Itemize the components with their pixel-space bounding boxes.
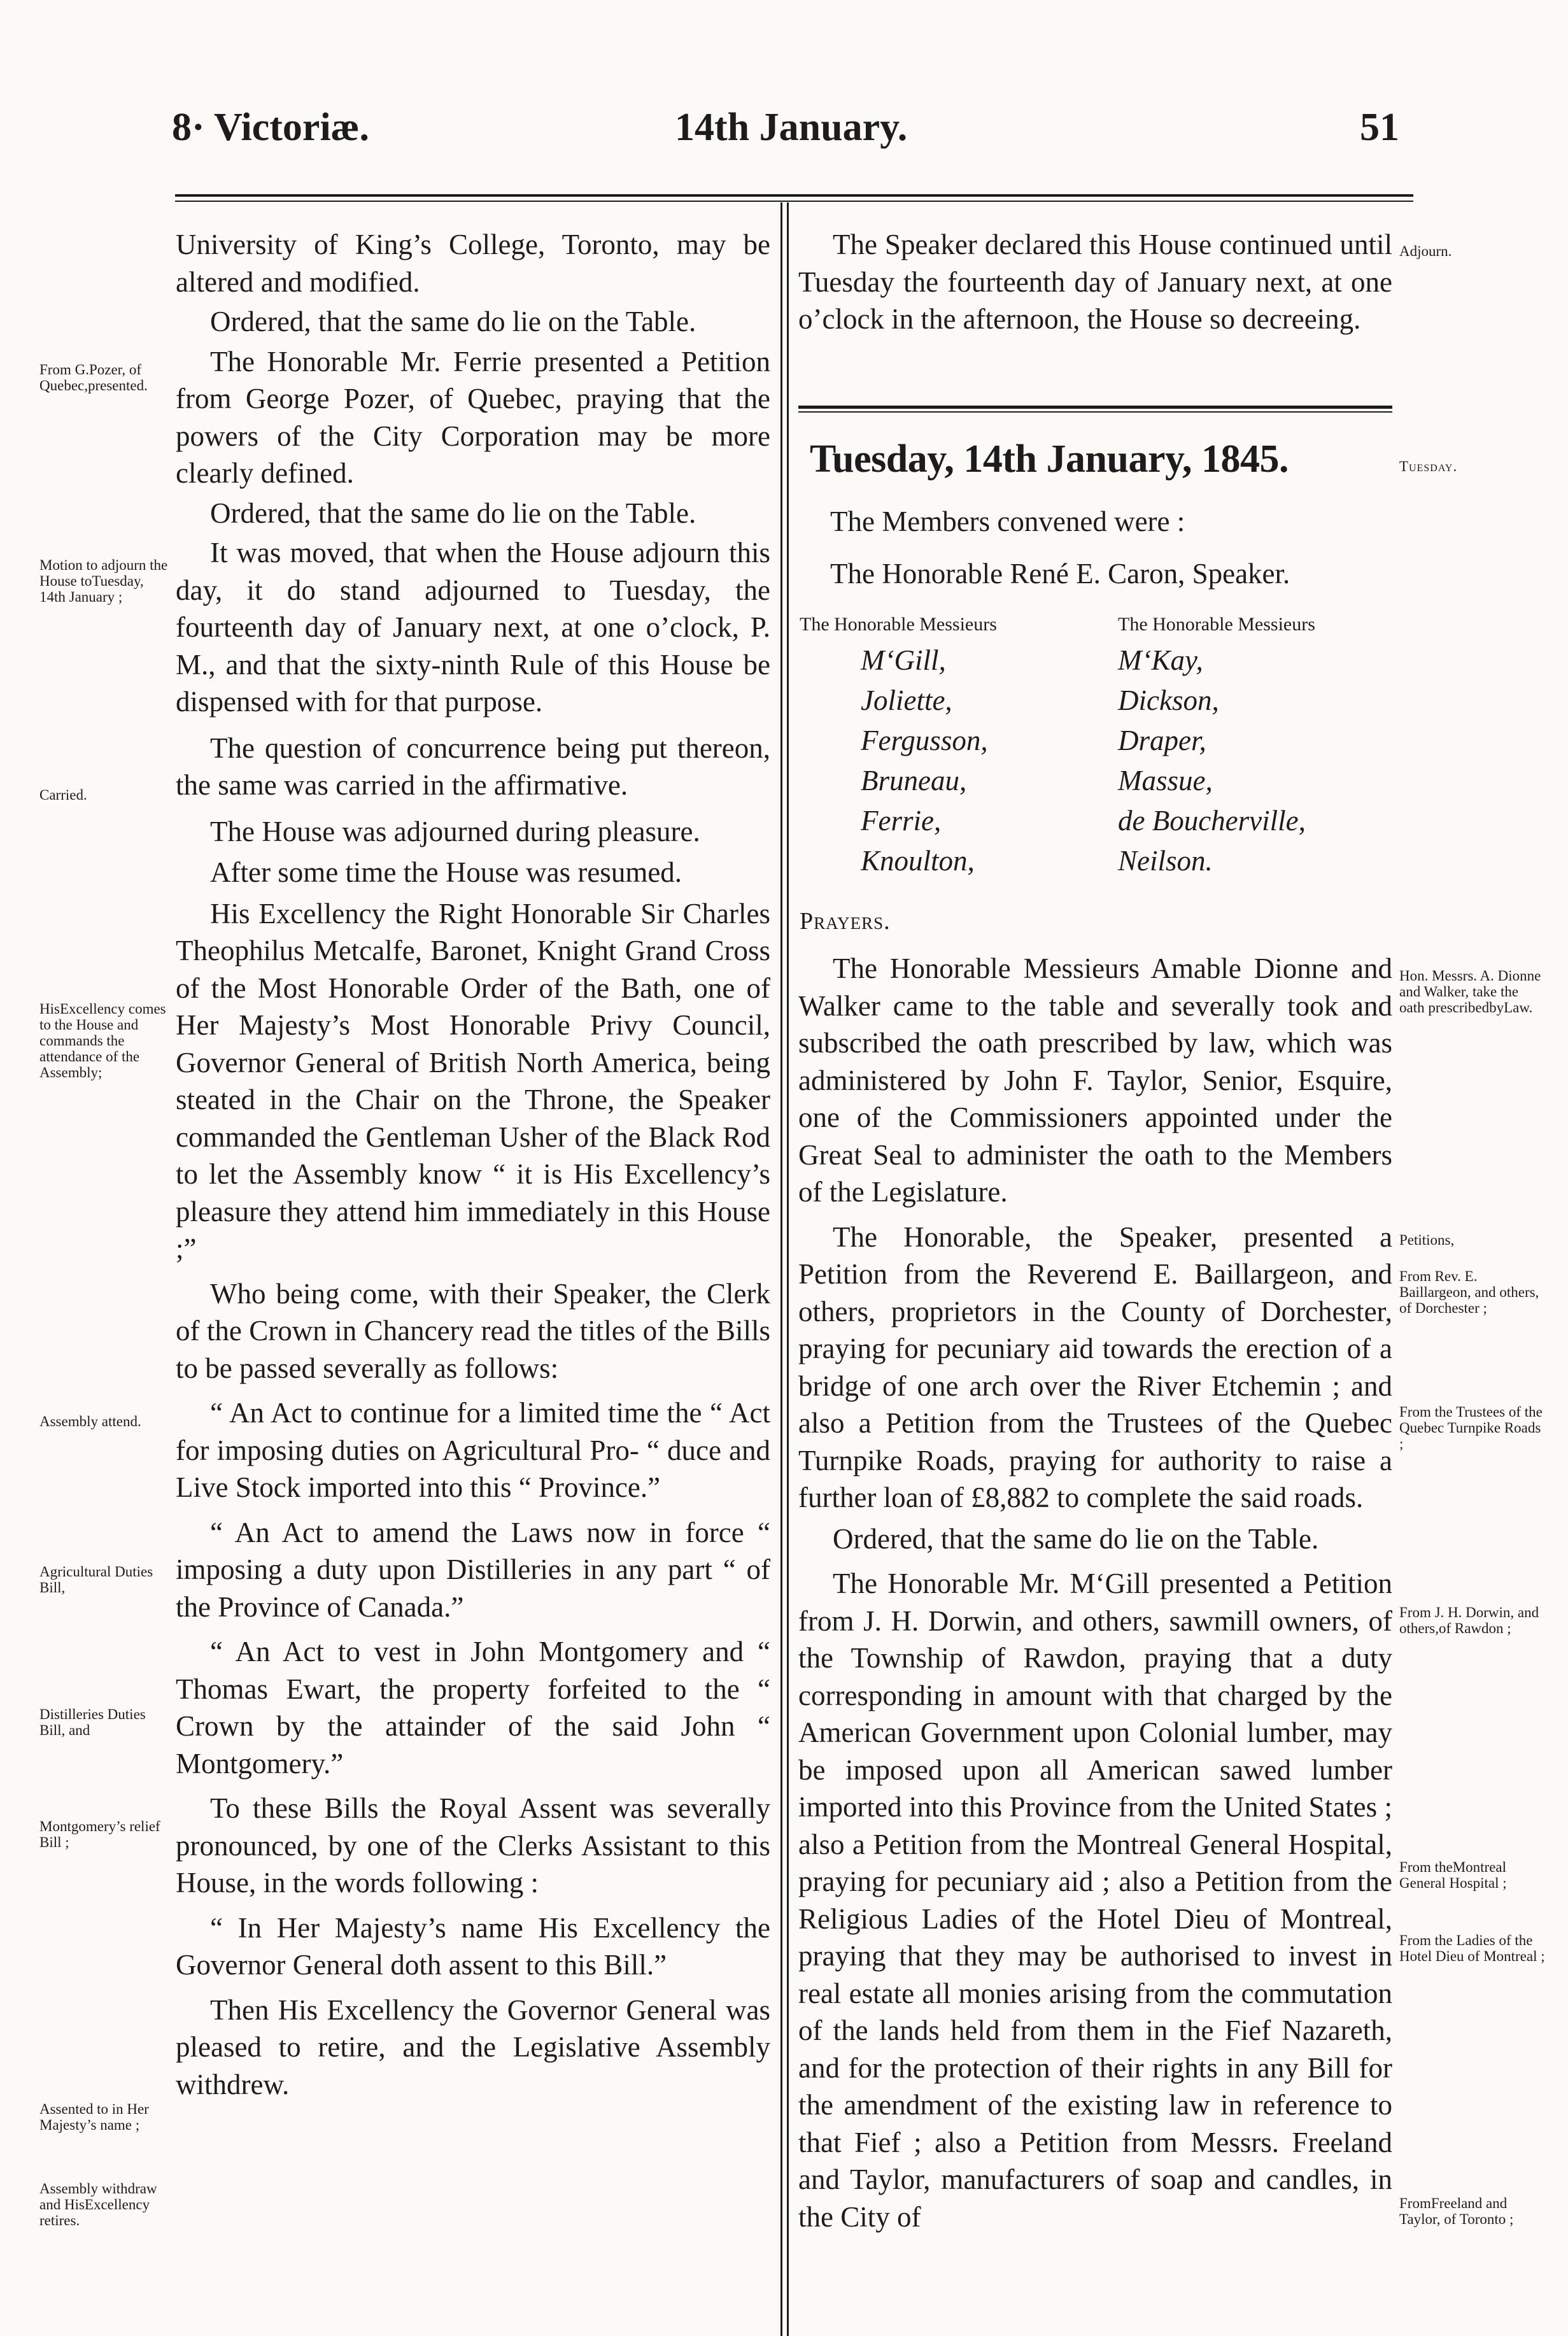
margin-note: Tuesday. [1399, 458, 1458, 474]
paragraph: To these Bills the Royal Assent was severally pronounced, by one of the Clerks Assistant to this House, in the words following : [176, 1792, 770, 1899]
prayers-heading: Prayers. [800, 908, 891, 935]
convened-line: The Members convened were : [830, 506, 1185, 537]
paragraph: The question of concurrence being put thereon, the same was carried in the affirmative. [176, 732, 770, 801]
bill-title: “ An Act to vest in John Montgomery and “ Thomas Ewart, the property forfeited to the “ Crown by the attainder of the said John “ Montgomery.” [176, 1636, 770, 1780]
members-head-right: The Honorable Messieurs [1118, 614, 1315, 635]
margin-note: From G.Pozer, of Quebec,presented. [39, 362, 148, 393]
margin-note: Petitions, [1399, 1232, 1455, 1248]
column-divider-2 [787, 202, 789, 2336]
header-rule [175, 194, 1413, 197]
paragraph: It was moved, that when the House adjourn this day, it do stand adjourned to Tuesday, the fourteenth day of January next, at one o’clock, P. M., and that the sixty-ninth Rule of this House be dispensed with for that purpose. [176, 537, 770, 718]
paragraph: His Excellency the Right Honorable Sir Charles Theophilus Metcalfe, Baronet, Knight Grand Cross of the Most Honorable Order of the Bath, one of Her Majesty’s Most Honorable Privy Council, Governor General of British North America, being steated in the Chair on the Throne, the Speaker commanded the Gentleman Usher of the Black Rod to let the Assembly know “ it is His Excellency’s pleasure they attend him immediately in this House ;” [176, 897, 770, 1264]
paragraph: “ In Her Majesty’s name His Excellency the Governor General doth assent to this Bill.” [176, 1911, 770, 1981]
margin-note: Distilleries Duties Bill, and [39, 1706, 146, 1738]
margin-note: Agricultural Duties Bill, [39, 1564, 153, 1596]
column-divider [780, 202, 782, 2336]
paragraph: Ordered, that the same do lie on the Table. [833, 1522, 1319, 1555]
paragraph: Then His Excellency the Governor General was pleased to retire, and the Legislative Assembly withdrew. [176, 1993, 770, 2100]
paragraph: The Speaker declared this House continued until Tuesday the fourteenth day of January next, at one o’clock in the afternoon, the House so decreeing. [798, 229, 1392, 335]
margin-note: Carried. [39, 787, 87, 803]
paragraph: The Honorable Mr. M‘Gill presented a Petition from J. H. Dorwin, and others, sawmill owners, of the Township of Rawdon, praying that a duty corresponding in amount with that charged by the American Government upon Colonial lumber, may be imposed upon all American sawed lumber imported into this Province from the United States ; also a Petition from the Montreal General Hospital, praying for pecuniary aid ; also a Petition from the Religious Ladies of the Hotel Dieu of Montreal, praying that they may be authorised to invest in real estate all monies arising from the commutation of the lands held from them in the Fief Nazareth, and for the protection of their rights in any Bill for the amendment of the existing law in reference to that Fief ; also a Petition from Messrs. Freeland and Taylor, manufacturers of soap and candles, in the City of [798, 1568, 1392, 2233]
member-name: Neilson. [1118, 845, 1213, 877]
margin-note: From J. H. Dorwin, and others,of Rawdon ; [1399, 1604, 1539, 1636]
members-head-left: The Honorable Messieurs [800, 614, 997, 635]
section-rule [798, 406, 1392, 409]
header-rule-thin [175, 201, 1413, 202]
paragraph: University of King’s College, Toronto, may be altered and modified. [176, 229, 770, 298]
paragraph: The Honorable, the Speaker, presented a Petition from the Reverend E. Baillargeon, and others, proprietors in the County of Dorchester, praying for pecuniary aid towards the erection of a bridge of one arch over the River Etchemin ; and also a Petition from the Trustees of the Quebec Turnpike Roads, praying for authority to raise a further loan of £8,882 to complete the said roads. [798, 1221, 1392, 1513]
paragraph: The House was adjourned during pleasure. [210, 815, 700, 847]
member-name: M‘Kay, [1118, 644, 1203, 676]
margin-note: Assented to in Her Majesty’s name ; [39, 2101, 149, 2133]
margin-note: HisExcellency comes to the House and commands the attendance of the Assembly; [39, 1001, 166, 1080]
margin-note: From theMontreal General Hospital ; [1399, 1859, 1507, 1891]
speaker-line: The Honorable René E. Caron, Speaker. [830, 558, 1290, 590]
day-heading: Tuesday, 14th January, 1845. [810, 437, 1289, 481]
margin-note: Assembly attend. [39, 1413, 141, 1429]
member-name: Fergusson, [861, 725, 988, 756]
left-column [176, 226, 770, 2103]
member-name: Bruneau, [861, 765, 967, 796]
member-name: de Boucherville, [1118, 805, 1306, 837]
margin-note: From the Ladies of the Hotel Dieu of Montreal ; [1399, 1932, 1545, 1964]
margin-note: Montgomery’s relief Bill ; [39, 1818, 160, 1850]
members-list-left [861, 642, 988, 882]
margin-note: From Rev. E. Baillargeon, and others, of Dorchester ; [1399, 1268, 1539, 1316]
member-name: Draper, [1118, 725, 1206, 756]
member-name: Massue, [1118, 765, 1213, 796]
section-rule-thin [798, 411, 1392, 413]
paragraph: Ordered, that the same do lie on the Table. [210, 306, 696, 337]
member-name: Knoulton, [861, 845, 975, 877]
margin-note: Hon. Messrs. A. Dionne and Walker, take the oath prescribedbyLaw. [1399, 968, 1541, 1016]
margin-note: Adjourn. [1399, 243, 1452, 259]
bill-title: “ An Act to continue for a limited time the “ Act for imposing duties on Agricultural Pro- “ duce and Live Stock imported into this “ Province.” [176, 1397, 770, 1503]
member-name: M‘Gill, [861, 644, 946, 676]
bill-title: “ An Act to amend the Laws now in force “ imposing a duty upon Distilleries in any part “ of the Province of Canada.” [176, 1516, 770, 1623]
margin-note: Assembly withdraw and HisExcellency retires. [39, 2181, 157, 2228]
margin-note: FromFreeland and Taylor, of Toronto ; [1399, 2195, 1514, 2227]
running-head-left: 8· Victoriæ. [172, 106, 369, 149]
members-list-right [1118, 642, 1306, 882]
right-column-top [798, 226, 1392, 338]
margin-note: From the Trustees of the Quebec Turnpike Roads ; [1399, 1404, 1543, 1452]
paragraph: Who being come, with their Speaker, the Clerk of the Crown in Chancery read the titles of the Bills to be passed severally as follows: [176, 1277, 770, 1384]
paragraph: After some time the House was resumed. [210, 856, 682, 888]
member-name: Ferrie, [861, 805, 942, 837]
member-name: Dickson, [1118, 684, 1219, 716]
paragraph: The Honorable Messieurs Amable Dionne and Walker came to the table and severally took and subscribed the oath prescribed by law, which was administered by John F. Taylor, Senior, Esquire, one of the Commissioners appointed under the Great Seal to administer the oath to the Members of the Legislature. [798, 952, 1392, 1208]
page-number: 51 [1360, 106, 1399, 149]
running-head-date: 14th January. [675, 106, 908, 149]
margin-note: Motion to adjourn the House toTuesday, 14th January ; [39, 557, 168, 605]
paragraph: Ordered, that the same do lie on the Table. [210, 497, 696, 529]
paragraph: The Honorable Mr. Ferrie presented a Petition from George Pozer, of Quebec, praying that the powers of the City Corporation may be more clearly defined. [176, 345, 770, 489]
right-column-body [798, 950, 1392, 2235]
member-name: Joliette, [861, 684, 952, 716]
